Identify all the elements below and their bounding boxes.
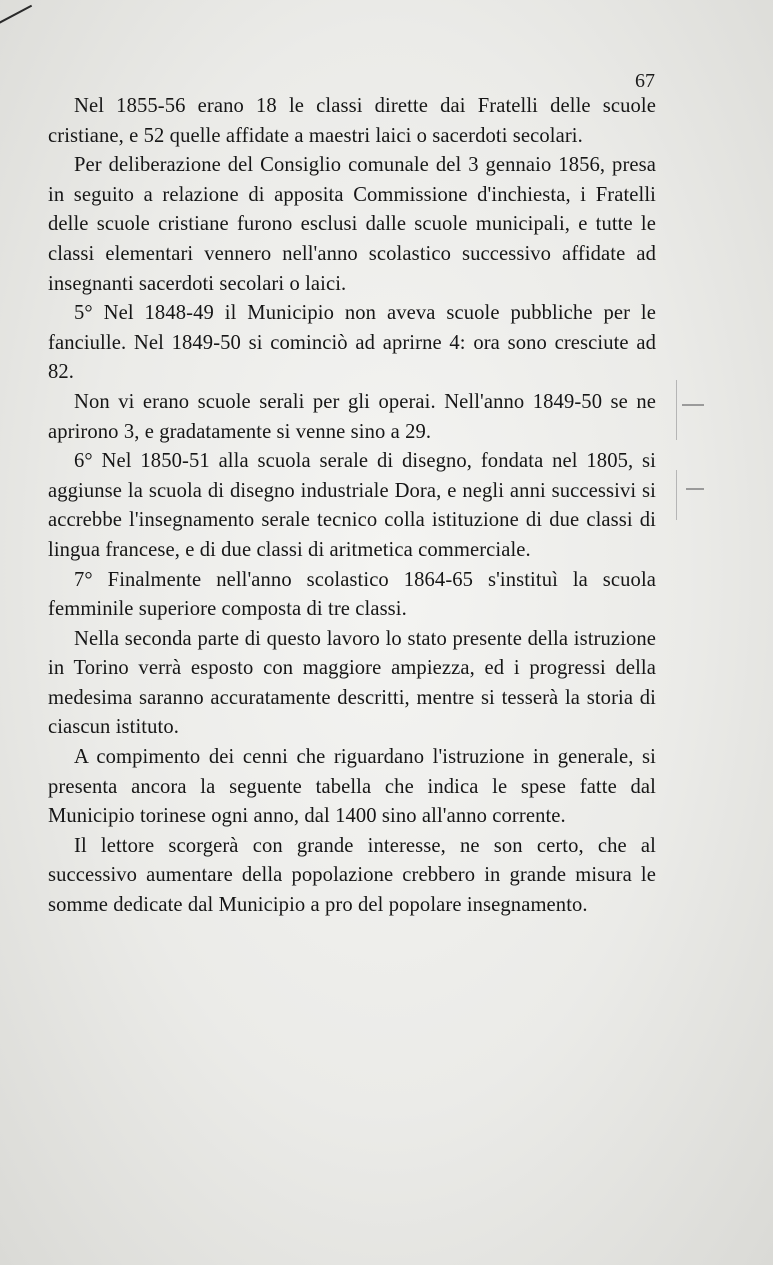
paragraph-5: 6° Nel 1850-51 alla scuola serale di disegno, fondata nel 1805, si aggiunse la scuola di disegno industriale Dora, e negli anni successivi si accrebbe l'insegnamento serale tecnico colla istituzione di due classi di lingua francese, e di due classi di aritmetica commerciale. bbox=[48, 450, 656, 561]
margin-mark bbox=[686, 488, 704, 490]
body-text bbox=[48, 92, 656, 921]
paragraph-4: Non vi erano scuole serali per gli operai. Nell'anno 1849-50 se ne aprirono 3, e gradatamente si venne sino a 29. bbox=[48, 390, 656, 443]
paragraph-2: Per deliberazione del Consiglio comunale del 3 gennaio 1856, presa in seguito a relazione di apposita Commissione d'inchiesta, i Fratelli delle scuole cristiane furono esclusi dalle scuole municipali, e tutte le classi elementari vennero nell'anno scolastico successivo affidate ad insegnanti sacerdoti secolari o laici. bbox=[48, 154, 656, 295]
paragraph-9: Il lettore scorgerà con grande interesse, ne son certo, che al successivo aumentare della popolazione crebbero in grande misura le somme dedicate dal Municipio a pro del popolare insegnamento. bbox=[48, 834, 656, 917]
paragraph-8: A compimento dei cenni che riguardano l'istruzione in generale, si presenta ancora la seguente tabella che indica le spese fatte dal Municipio torinese ogni anno, dal 1400 sino all'anno corrente. bbox=[48, 746, 656, 828]
paragraph-3: 5° Nel 1848-49 il Municipio non aveva scuole pubbliche per le fanciulle. Nel 1849-50 si cominciò ad aprirne 4: ora sono cresciute ad 82. bbox=[48, 302, 656, 384]
paragraph-6: 7° Finalmente nell'anno scolastico 1864-65 s'instituì la scuola femminile superiore composta di tre classi. bbox=[48, 568, 656, 621]
corner-fold-mark bbox=[0, 5, 32, 26]
margin-mark bbox=[676, 470, 677, 520]
paragraph-1: Nel 1855-56 erano 18 le classi dirette dai Fratelli delle scuole cristiane, e 52 quelle affidate a maestri laici o sacerdoti secolari. bbox=[48, 95, 656, 147]
margin-mark bbox=[676, 380, 677, 440]
paragraph-7: Nella seconda parte di questo lavoro lo stato presente della istruzione in Torino verrà esposto con maggiore ampiezza, ed i progressi della medesima saranno accuratamente descritti, mentre si tesserà la storia di ciascun istituto. bbox=[48, 627, 656, 739]
page-number: 67 bbox=[635, 70, 655, 92]
margin-mark bbox=[682, 404, 704, 406]
